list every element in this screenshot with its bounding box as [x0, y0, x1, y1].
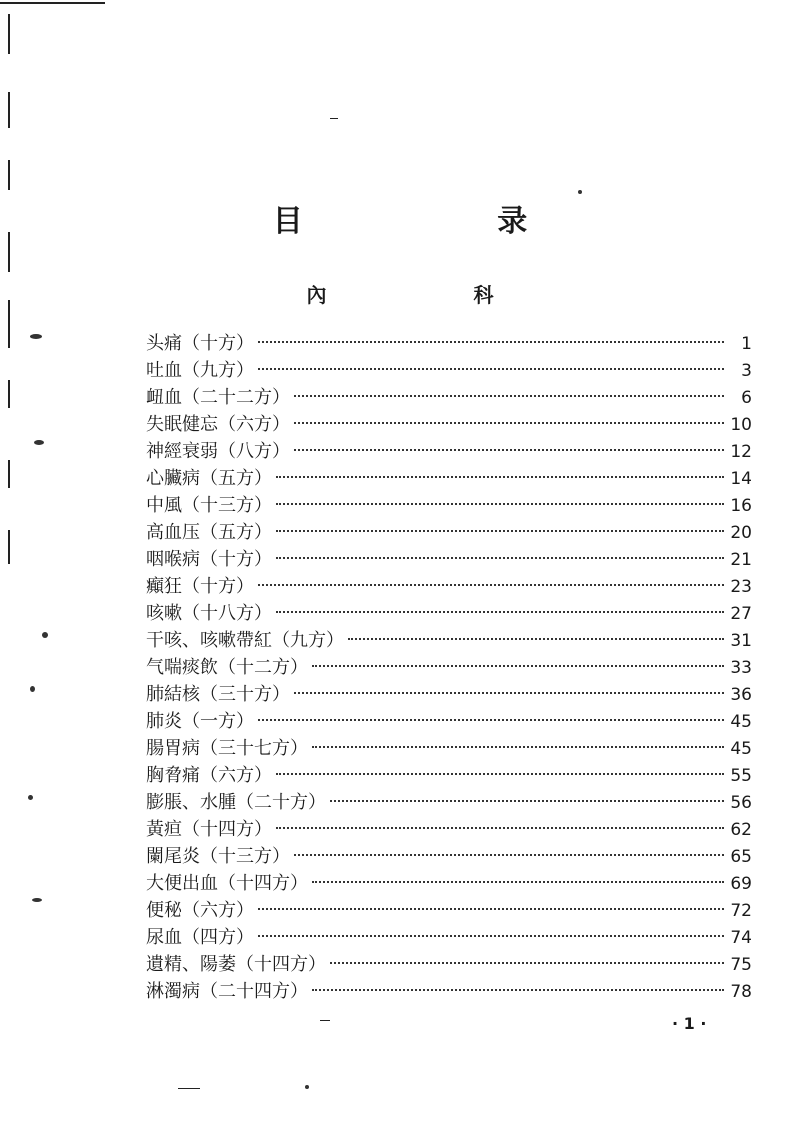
toc-entry[interactable]	[146, 654, 752, 681]
toc-entry-page: 62	[730, 820, 752, 840]
toc-entry-page: 36	[730, 685, 752, 705]
toc-entry-page: 55	[730, 766, 752, 786]
toc-entry-page: 65	[730, 847, 752, 867]
toc-entry-label: 高血压（五方）	[146, 522, 272, 543]
toc-entry-page: 10	[730, 415, 752, 435]
dot-leader	[276, 773, 724, 775]
toc-entry[interactable]	[146, 897, 752, 924]
table-of-contents	[146, 330, 752, 1005]
dot-leader	[294, 395, 724, 397]
toc-entry-page: 45	[730, 739, 752, 759]
toc-entry-page: 72	[730, 901, 752, 921]
dot-leader	[258, 368, 724, 370]
toc-entry-page: 69	[730, 874, 752, 894]
dot-leader	[294, 422, 724, 424]
toc-entry-label: 头痛（十方）	[146, 333, 254, 354]
toc-entry-label: 腸胃病（三十七方）	[146, 738, 308, 759]
dot-leader	[258, 935, 724, 937]
page-title: 目 录	[272, 204, 620, 239]
scan-left-mark	[8, 92, 10, 128]
toc-entry[interactable]	[146, 492, 752, 519]
toc-entry[interactable]	[146, 465, 752, 492]
dot-leader	[258, 908, 724, 910]
toc-entry-label: 胸脅痛（六方）	[146, 765, 272, 786]
toc-entry[interactable]	[146, 411, 752, 438]
section-title: 內 科	[306, 283, 564, 307]
toc-entry[interactable]	[146, 951, 752, 978]
toc-entry-page: 16	[730, 496, 752, 516]
toc-entry[interactable]	[146, 924, 752, 951]
scan-speck	[305, 1085, 309, 1089]
toc-entry-page: 75	[730, 955, 752, 975]
dot-leader	[294, 854, 724, 856]
toc-entry-label: 咳嗽（十八方）	[146, 603, 272, 624]
toc-entry-label: 膨脹、水腫（二十方）	[146, 792, 326, 813]
toc-entry[interactable]	[146, 681, 752, 708]
scan-speck	[28, 795, 33, 800]
toc-entry-label: 大便出血（十四方）	[146, 873, 308, 894]
dot-leader	[330, 962, 724, 964]
toc-entry-page: 56	[730, 793, 752, 813]
scan-speck	[578, 190, 582, 194]
toc-entry[interactable]	[146, 816, 752, 843]
dot-leader	[276, 557, 724, 559]
toc-entry-label: 淋濁病（二十四方）	[146, 981, 308, 1002]
toc-entry-page: 23	[730, 577, 752, 597]
toc-entry-label: 中風（十三方）	[146, 495, 272, 516]
toc-entry-page: 74	[730, 928, 752, 948]
dot-leader	[294, 449, 724, 451]
dot-leader	[276, 611, 724, 613]
toc-entry-label: 气喘痰飲（十二方）	[146, 657, 308, 678]
toc-entry-label: 吐血（九方）	[146, 360, 254, 381]
toc-entry-page: 45	[730, 712, 752, 732]
scan-speck	[32, 898, 42, 902]
toc-entry[interactable]	[146, 438, 752, 465]
dot-leader	[312, 665, 724, 667]
toc-entry[interactable]	[146, 843, 752, 870]
toc-entry-label: 干咳、咳嗽帶紅（九方）	[146, 630, 344, 651]
scan-left-mark	[8, 160, 10, 190]
toc-entry-label: 遺精、陽萎（十四方）	[146, 954, 326, 975]
dot-leader	[312, 989, 724, 991]
dot-leader	[312, 746, 724, 748]
dot-leader	[276, 827, 724, 829]
toc-entry[interactable]	[146, 519, 752, 546]
toc-entry-label: 神經衰弱（八方）	[146, 441, 290, 462]
toc-entry[interactable]	[146, 600, 752, 627]
toc-entry-page: 6	[741, 388, 752, 408]
toc-entry[interactable]	[146, 708, 752, 735]
scan-top-line	[0, 2, 105, 4]
dot-leader	[276, 503, 724, 505]
scan-speck	[42, 632, 48, 638]
toc-entry-page: 33	[730, 658, 752, 678]
toc-entry-page: 21	[730, 550, 752, 570]
toc-entry-label: 便秘（六方）	[146, 900, 254, 921]
scan-left-mark	[8, 14, 10, 54]
toc-entry-page: 27	[730, 604, 752, 624]
toc-entry-label: 癲狂（十方）	[146, 576, 254, 597]
scan-speck	[30, 334, 42, 339]
toc-entry-label: 闌尾炎（十三方）	[146, 846, 290, 867]
scan-dash	[330, 118, 338, 119]
toc-entry-label: 肺結核（三十方）	[146, 684, 290, 705]
dot-leader	[312, 881, 724, 883]
toc-entry[interactable]	[146, 546, 752, 573]
toc-entry-page: 1	[741, 334, 752, 354]
toc-entry[interactable]	[146, 978, 752, 1005]
dot-leader	[276, 530, 724, 532]
toc-entry-label: 失眠健忘（六方）	[146, 414, 290, 435]
toc-entry[interactable]	[146, 789, 752, 816]
dot-leader	[294, 692, 724, 694]
scan-dash	[320, 1020, 330, 1021]
toc-entry-label: 心臟病（五方）	[146, 468, 272, 489]
toc-entry[interactable]	[146, 357, 752, 384]
scan-left-mark	[8, 460, 10, 488]
toc-entry-page: 3	[741, 361, 752, 381]
toc-entry[interactable]	[146, 384, 752, 411]
toc-entry[interactable]	[146, 330, 752, 357]
toc-entry-label: 肺炎（一方）	[146, 711, 254, 732]
scan-speck	[34, 440, 44, 445]
scan-speck	[30, 686, 35, 692]
scan-left-mark	[8, 530, 10, 564]
dot-leader	[258, 719, 724, 721]
page-number: · 1 ·	[672, 1014, 707, 1033]
toc-entry-page: 14	[730, 469, 752, 489]
toc-entry-page: 12	[730, 442, 752, 462]
toc-entry-label: 咽喉病（十方）	[146, 549, 272, 570]
toc-entry[interactable]	[146, 762, 752, 789]
toc-entry[interactable]	[146, 573, 752, 600]
toc-entry-page: 20	[730, 523, 752, 543]
toc-entry-page: 31	[730, 631, 752, 651]
toc-entry-page: 78	[730, 982, 752, 1002]
scan-left-mark	[8, 380, 10, 408]
toc-entry[interactable]	[146, 735, 752, 762]
dot-leader	[258, 341, 724, 343]
toc-entry-label: 衄血（二十二方）	[146, 387, 290, 408]
toc-entry[interactable]	[146, 870, 752, 897]
dot-leader	[330, 800, 724, 802]
dot-leader	[276, 476, 724, 478]
dot-leader	[348, 638, 724, 640]
toc-entry-label: 尿血（四方）	[146, 927, 254, 948]
toc-entry[interactable]	[146, 627, 752, 654]
scan-dash	[178, 1088, 200, 1089]
toc-entry-label: 黃疸（十四方）	[146, 819, 272, 840]
dot-leader	[258, 584, 724, 586]
